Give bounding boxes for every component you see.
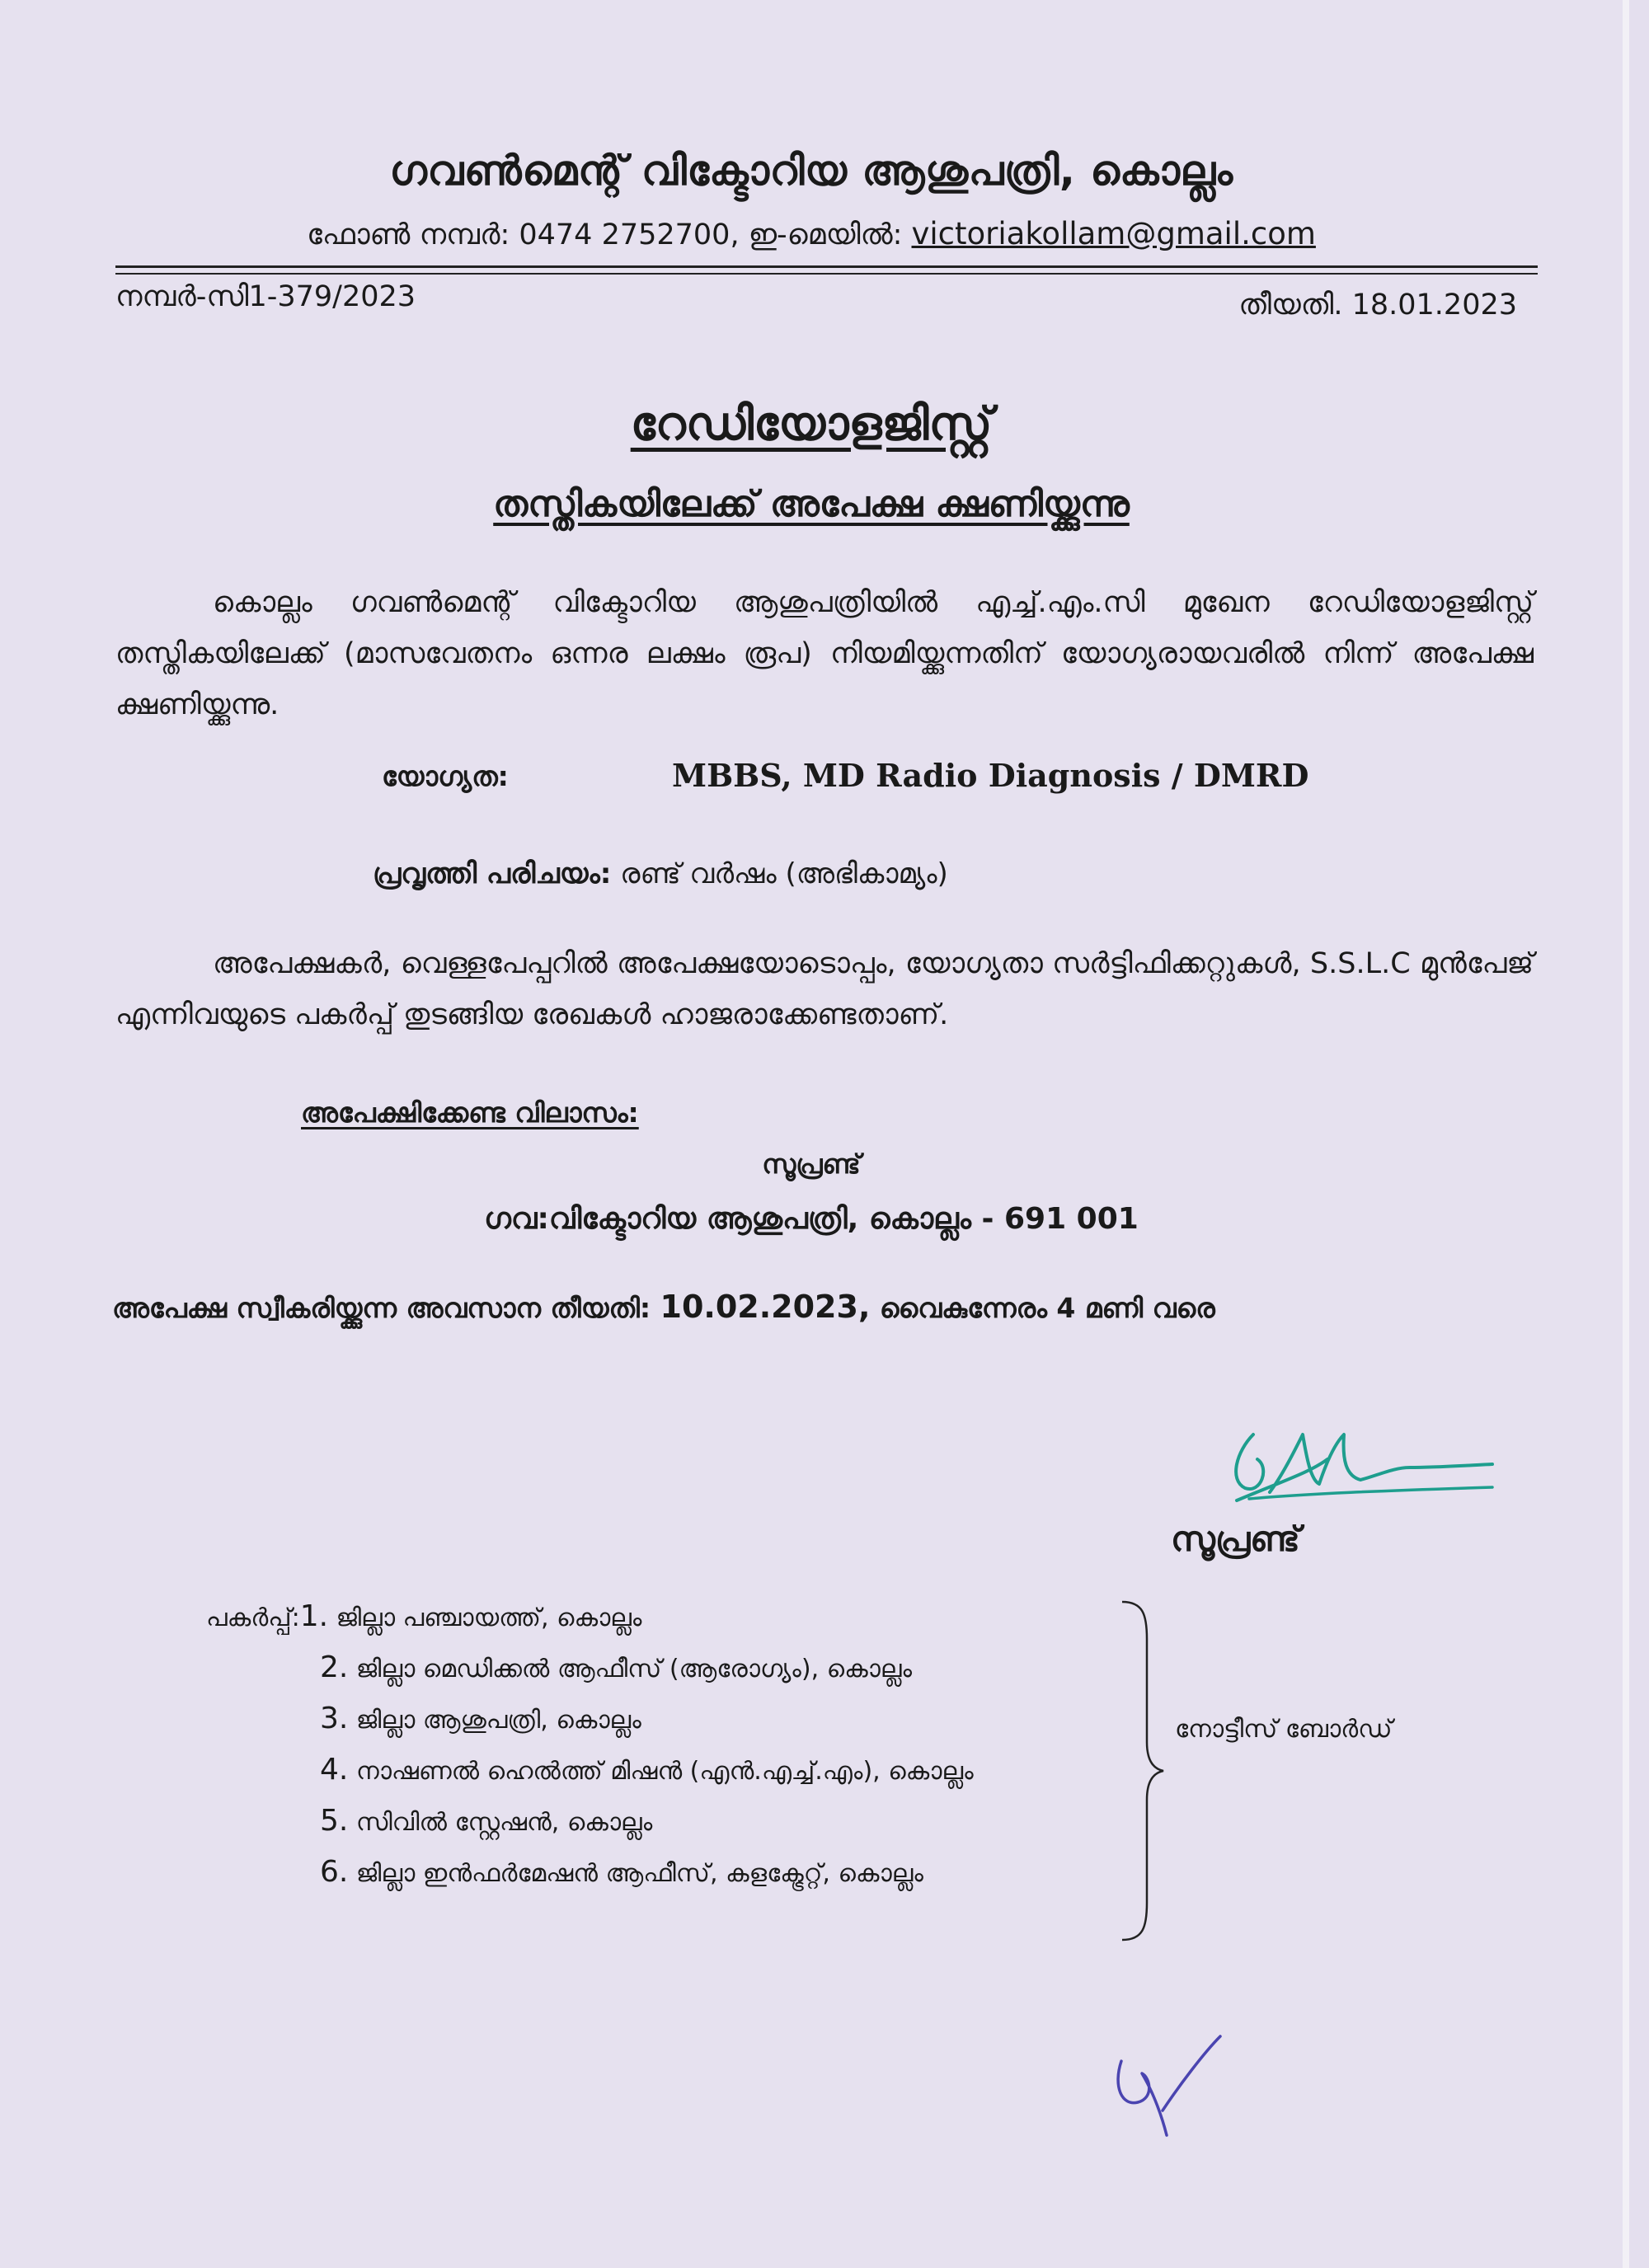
copy-item-text: നാഷണൽ ഹെൽത്ത് മിഷൻ (എൻ.എച്ച്.എം), കൊല്ലം	[355, 1757, 974, 1786]
contact-phone: ഫോൺ നമ്പർ: 0474 2752700, ഇ-മെയിൽ:	[307, 218, 912, 251]
header-divider-bottom	[115, 273, 1538, 275]
signatory-title: സൂപ്രണ്ട്	[1171, 1519, 1300, 1559]
copy-item-text: ജില്ലാ മെഡിക്കൽ ആഫീസ് (ആരോഗ്യം), കൊല്ലം	[355, 1655, 913, 1683]
signature	[1220, 1402, 1501, 1517]
copy-item-number: 2.	[320, 1651, 349, 1684]
copy-item-text: ജില്ലാ പഞ്ചായത്ത്, കൊല്ലം	[336, 1604, 642, 1632]
copy-item-number: 6.	[320, 1855, 349, 1889]
list-item	[206, 1651, 974, 1702]
deadline-line	[112, 1289, 1215, 1325]
copy-item-text: സിവിൽ സ്റ്റേഷൻ, കൊല്ലം	[355, 1808, 653, 1837]
contact-line	[0, 216, 1623, 251]
copy-item-text: ജില്ലാ ആശുപത്രി, കൊല്ലം	[355, 1706, 641, 1735]
list-item	[206, 1855, 974, 1906]
qualification-label: യോഗ്യത:	[382, 760, 509, 792]
copy-item-number: 3.	[320, 1702, 349, 1735]
deadline-prefix: അപേക്ഷ സ്വീകരിയ്ക്കുന്ന അവസാന തീയതി:	[112, 1292, 660, 1324]
deadline-date: 10.02.2023,	[660, 1289, 871, 1325]
copy-item-number: 4.	[320, 1753, 349, 1787]
copy-recipients-list	[206, 1599, 974, 1906]
reference-number: നമ്പർ-സി1-379/2023	[115, 280, 416, 313]
address-location: ഗവ:വിക്ടോറിയ ആശുപത്രി, കൊല്ലം - 691 001	[484, 1202, 1139, 1236]
hospital-title: ഗവൺമെന്റ് വിക്ടോറിയ ആശുപത്രി, കൊല്ലം	[389, 147, 1233, 195]
list-item	[206, 1702, 974, 1753]
copy-item-number: 5.	[320, 1804, 349, 1838]
list-item	[206, 1804, 974, 1855]
address-designation: സൂപ്രണ്ട്	[762, 1148, 861, 1180]
initials-mark	[1105, 2028, 1229, 2144]
right-brace	[1118, 1598, 1167, 1944]
copy-item-text: ജില്ലാ ഇൻഫർമേഷൻ ആഫീസ്, കളക്ട്രേറ്റ്, കൊല്ലം	[355, 1859, 923, 1888]
experience-line	[373, 857, 948, 890]
header-divider-top	[115, 265, 1538, 268]
copy-item-number: 1.	[299, 1599, 329, 1633]
documents-paragraph: അപേക്ഷകർ, വെള്ളപേപ്പറിൽ അപേക്ഷയോടൊപ്പം, യോഗ്യതാ സർട്ടിഫിക്കറ്റുകൾ, S.S.L.C മുൻപേജ് എന്നിവയുടെ പകർപ്പ് തുടങ്ങിയ രേഖകൾ ഹാജരാക്കേണ്ടതാണ്.	[115, 947, 1534, 1031]
list-item	[206, 1599, 974, 1651]
post-heading: റേഡിയോളജിസ്റ്റ്	[630, 397, 993, 451]
qualification-value: MBBS, MD Radio Diagnosis / DMRD	[672, 757, 1309, 794]
copy-label: പകർപ്പ്:	[206, 1604, 300, 1632]
invitation-heading: തസ്തികയിലേക്ക് അപേക്ഷ ക്ഷണിയ്ക്കുന്നു	[493, 483, 1130, 525]
intro-paragraph: കൊല്ലം ഗവൺമെന്റ് വിക്ടോറിയ ആശുപത്രിയിൽ എച്ച്.എം.സി മുഖേന റേഡിയോളജിസ്റ്റ് തസ്തികയിലേക്ക് (മാസവേതനം ഒന്നര ലക്ഷം രൂപ) നിയമിയ്ക്കുന്നതിന് യോഗ്യരായവരിൽ നിന്ന് അപേക്ഷ ക്ഷണിയ്ക്കുന്നു.	[115, 586, 1534, 721]
address-label: അപേക്ഷിക്കേണ്ട വിലാസം:	[301, 1096, 639, 1129]
notice-board-label: നോട്ടീസ് ബോർഡ്	[1175, 1715, 1393, 1744]
experience-label: പ്രവൃത്തി പരിചയം:	[373, 857, 612, 890]
contact-email[interactable]: victoriakollam@gmail.com	[911, 216, 1316, 251]
list-item	[206, 1753, 974, 1804]
reference-date: തീയതി. 18.01.2023	[1238, 289, 1517, 322]
experience-value: രണ്ട് വർഷം (അഭികാമ്യം)	[620, 857, 948, 890]
deadline-suffix: വൈകുന്നേരം 4 മണി വരെ	[870, 1292, 1215, 1324]
